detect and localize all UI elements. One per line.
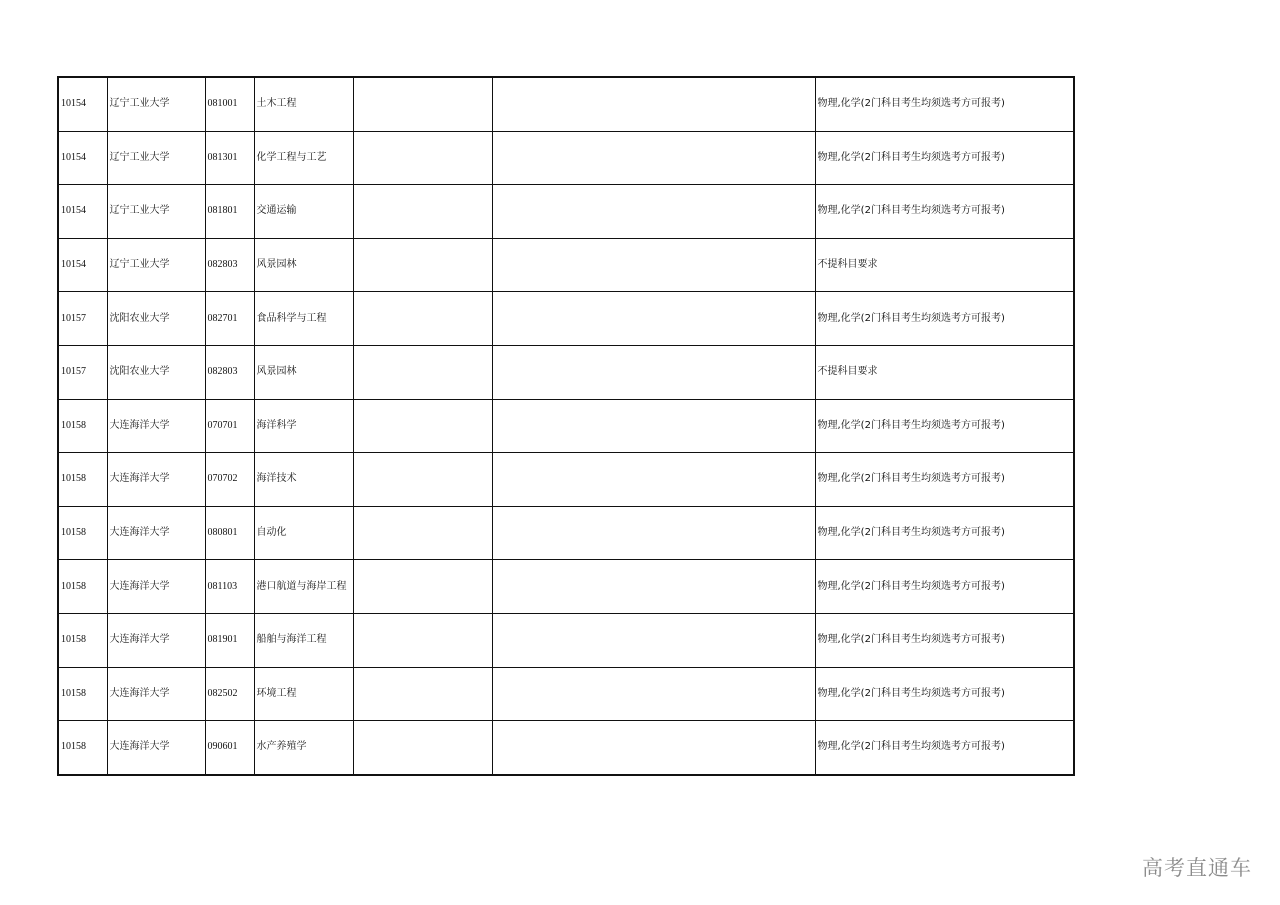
table-row bbox=[58, 185, 1074, 239]
major-code-cell: 082803 bbox=[205, 345, 254, 399]
table-row bbox=[58, 613, 1074, 667]
table-row bbox=[58, 506, 1074, 560]
empty-cell bbox=[353, 453, 492, 507]
major-name-cell: 自动化 bbox=[254, 506, 353, 560]
table-row bbox=[58, 238, 1074, 292]
major-code-cell: 082502 bbox=[205, 667, 254, 721]
major-code-cell: 070701 bbox=[205, 399, 254, 453]
school-code-cell: 10158 bbox=[58, 506, 107, 560]
table-row bbox=[58, 560, 1074, 614]
major-code-cell: 081103 bbox=[205, 560, 254, 614]
school-code-cell: 10158 bbox=[58, 560, 107, 614]
empty-cell bbox=[492, 185, 815, 239]
empty-cell bbox=[353, 613, 492, 667]
subject-requirement-cell: 物理,化学(2门科目考生均须选考方可报考) bbox=[815, 453, 1074, 507]
empty-cell bbox=[353, 560, 492, 614]
school-name-cell: 沈阳农业大学 bbox=[107, 292, 205, 346]
table-row bbox=[58, 77, 1074, 131]
subject-requirement-cell: 物理,化学(2门科目考生均须选考方可报考) bbox=[815, 292, 1074, 346]
school-code-cell: 10158 bbox=[58, 613, 107, 667]
major-code-cell: 082701 bbox=[205, 292, 254, 346]
school-name-cell: 大连海洋大学 bbox=[107, 506, 205, 560]
school-code-cell: 10154 bbox=[58, 185, 107, 239]
table-row bbox=[58, 292, 1074, 346]
major-name-cell: 风景园林 bbox=[254, 238, 353, 292]
empty-cell bbox=[353, 721, 492, 775]
major-code-cell: 080801 bbox=[205, 506, 254, 560]
major-name-cell: 风景园林 bbox=[254, 345, 353, 399]
school-name-cell: 大连海洋大学 bbox=[107, 560, 205, 614]
school-code-cell: 10154 bbox=[58, 238, 107, 292]
empty-cell bbox=[353, 345, 492, 399]
empty-cell bbox=[353, 399, 492, 453]
major-name-cell: 土木工程 bbox=[254, 77, 353, 131]
empty-cell bbox=[492, 721, 815, 775]
empty-cell bbox=[492, 399, 815, 453]
school-code-cell: 10157 bbox=[58, 292, 107, 346]
subject-requirement-cell: 物理,化学(2门科目考生均须选考方可报考) bbox=[815, 185, 1074, 239]
subject-requirement-cell: 物理,化学(2门科目考生均须选考方可报考) bbox=[815, 77, 1074, 131]
major-code-cell: 082803 bbox=[205, 238, 254, 292]
school-code-cell: 10158 bbox=[58, 721, 107, 775]
empty-cell bbox=[492, 131, 815, 185]
subject-requirement-cell: 物理,化学(2门科目考生均须选考方可报考) bbox=[815, 506, 1074, 560]
table-row bbox=[58, 453, 1074, 507]
empty-cell bbox=[353, 238, 492, 292]
school-name-cell: 大连海洋大学 bbox=[107, 399, 205, 453]
subject-requirement-cell: 物理,化学(2门科目考生均须选考方可报考) bbox=[815, 560, 1074, 614]
empty-cell bbox=[492, 613, 815, 667]
school-name-cell: 沈阳农业大学 bbox=[107, 345, 205, 399]
table-row bbox=[58, 721, 1074, 775]
major-code-cell: 081301 bbox=[205, 131, 254, 185]
watermark-text: 高考直通车 bbox=[1142, 856, 1252, 880]
major-name-cell: 海洋技术 bbox=[254, 453, 353, 507]
table-row bbox=[58, 667, 1074, 721]
major-name-cell: 化学工程与工艺 bbox=[254, 131, 353, 185]
school-code-cell: 10154 bbox=[58, 131, 107, 185]
major-name-cell: 环境工程 bbox=[254, 667, 353, 721]
empty-cell bbox=[492, 453, 815, 507]
subject-requirement-cell: 物理,化学(2门科目考生均须选考方可报考) bbox=[815, 131, 1074, 185]
empty-cell bbox=[492, 292, 815, 346]
school-code-cell: 10154 bbox=[58, 77, 107, 131]
subject-requirement-cell: 物理,化学(2门科目考生均须选考方可报考) bbox=[815, 721, 1074, 775]
major-name-cell: 船舶与海洋工程 bbox=[254, 613, 353, 667]
major-code-cell: 081801 bbox=[205, 185, 254, 239]
table-body bbox=[58, 77, 1074, 775]
major-name-cell: 交通运输 bbox=[254, 185, 353, 239]
major-name-cell: 海洋科学 bbox=[254, 399, 353, 453]
empty-cell bbox=[492, 560, 815, 614]
subject-requirement-cell: 不提科目要求 bbox=[815, 238, 1074, 292]
school-code-cell: 10158 bbox=[58, 453, 107, 507]
school-code-cell: 10158 bbox=[58, 667, 107, 721]
major-name-cell: 水产养殖学 bbox=[254, 721, 353, 775]
empty-cell bbox=[492, 238, 815, 292]
school-name-cell: 辽宁工业大学 bbox=[107, 77, 205, 131]
school-name-cell: 大连海洋大学 bbox=[107, 667, 205, 721]
empty-cell bbox=[492, 77, 815, 131]
school-code-cell: 10158 bbox=[58, 399, 107, 453]
table-row bbox=[58, 345, 1074, 399]
school-name-cell: 大连海洋大学 bbox=[107, 721, 205, 775]
school-name-cell: 大连海洋大学 bbox=[107, 613, 205, 667]
empty-cell bbox=[353, 185, 492, 239]
school-code-cell: 10157 bbox=[58, 345, 107, 399]
subject-requirement-cell: 物理,化学(2门科目考生均须选考方可报考) bbox=[815, 613, 1074, 667]
major-name-cell: 港口航道与海岸工程 bbox=[254, 560, 353, 614]
major-name-cell: 食品科学与工程 bbox=[254, 292, 353, 346]
school-name-cell: 辽宁工业大学 bbox=[107, 131, 205, 185]
table-row bbox=[58, 131, 1074, 185]
empty-cell bbox=[353, 292, 492, 346]
empty-cell bbox=[353, 131, 492, 185]
empty-cell bbox=[353, 77, 492, 131]
major-code-cell: 090601 bbox=[205, 721, 254, 775]
empty-cell bbox=[353, 667, 492, 721]
empty-cell bbox=[492, 667, 815, 721]
school-name-cell: 辽宁工业大学 bbox=[107, 185, 205, 239]
major-code-cell: 070702 bbox=[205, 453, 254, 507]
major-code-cell: 081901 bbox=[205, 613, 254, 667]
major-code-cell: 081001 bbox=[205, 77, 254, 131]
empty-cell bbox=[492, 345, 815, 399]
table-row bbox=[58, 399, 1074, 453]
empty-cell bbox=[353, 506, 492, 560]
subject-requirement-table bbox=[57, 76, 1075, 776]
school-name-cell: 大连海洋大学 bbox=[107, 453, 205, 507]
subject-requirement-cell: 物理,化学(2门科目考生均须选考方可报考) bbox=[815, 399, 1074, 453]
subject-requirement-cell: 不提科目要求 bbox=[815, 345, 1074, 399]
subject-requirement-cell: 物理,化学(2门科目考生均须选考方可报考) bbox=[815, 667, 1074, 721]
empty-cell bbox=[492, 506, 815, 560]
school-name-cell: 辽宁工业大学 bbox=[107, 238, 205, 292]
